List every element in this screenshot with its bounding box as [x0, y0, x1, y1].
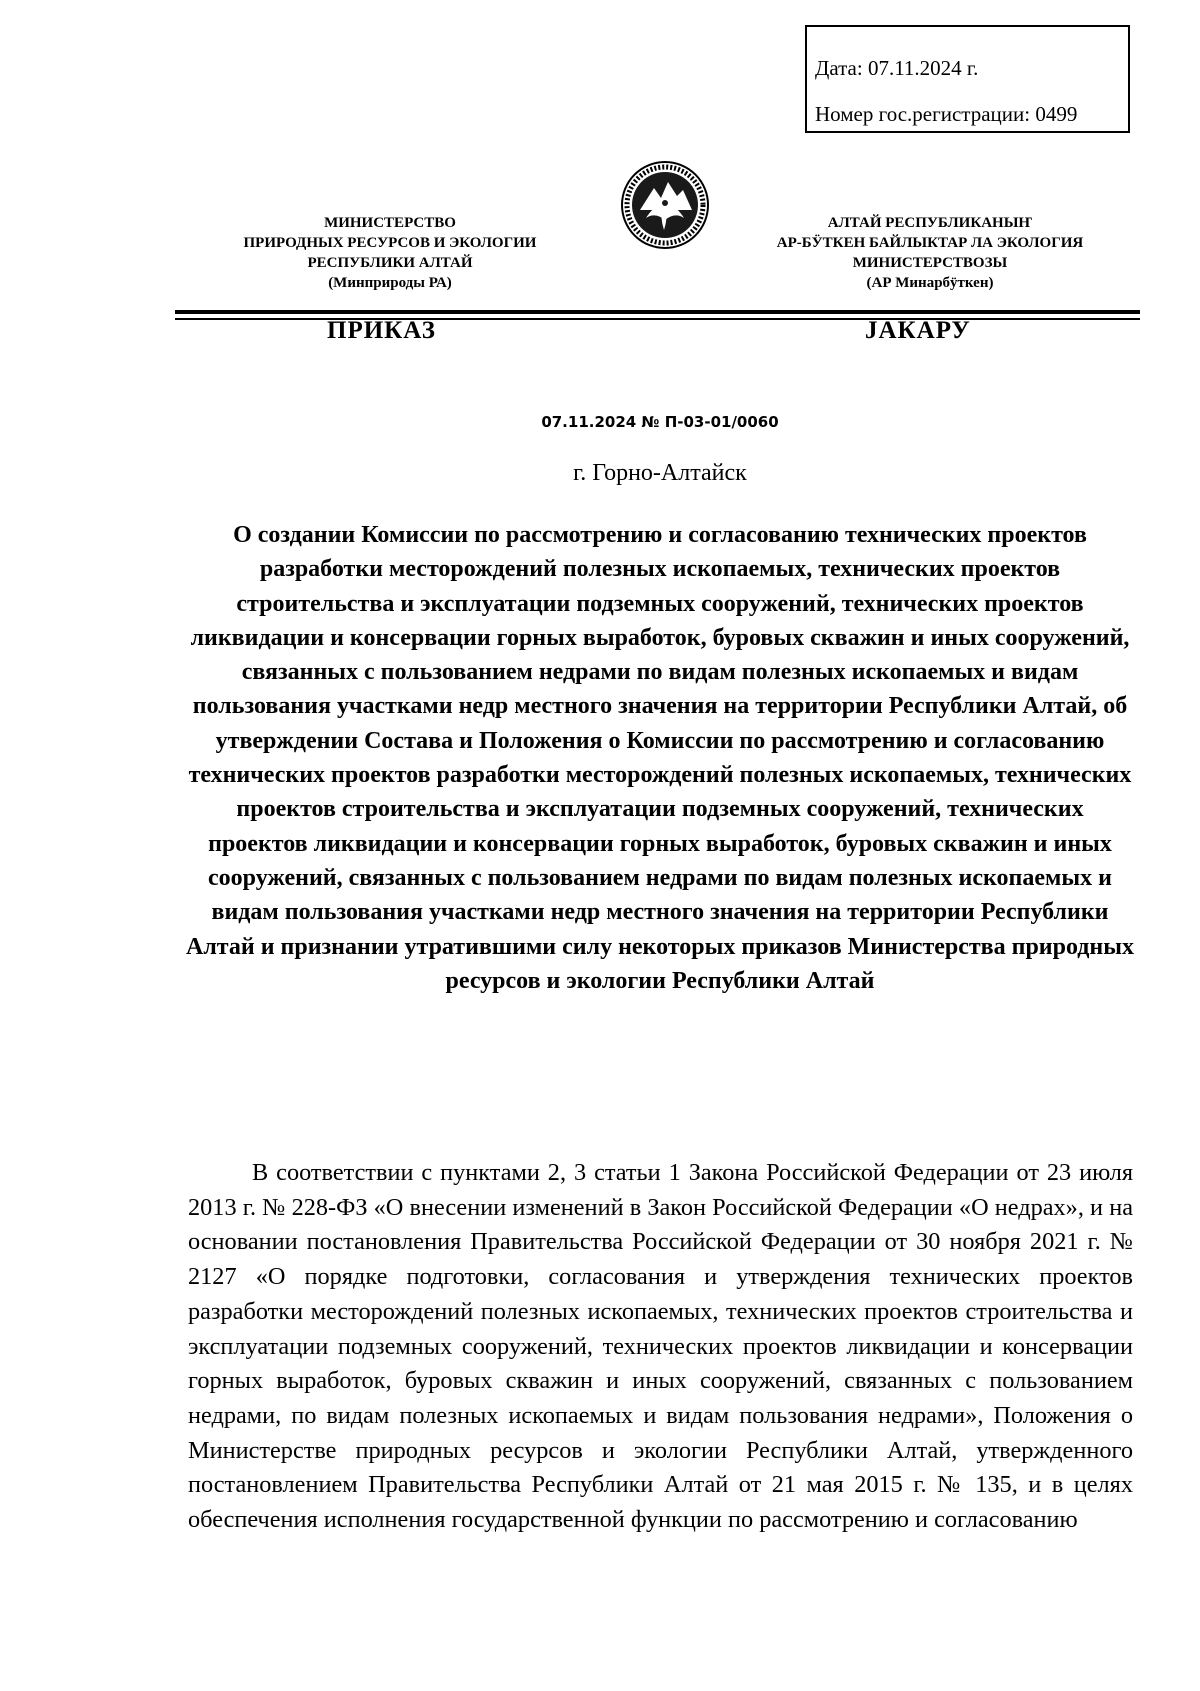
ministry-name-russian: МИНИСТЕРСТВО ПРИРОДНЫХ РЕСУРСОВ И ЭКОЛОГИИ РЕСПУБЛИКИ АЛТАЙ (Минприроды РА): [243, 215, 537, 291]
coat-of-arms-emblem: [620, 160, 710, 250]
document-heading: О создании Комиссии по рассмотрению и согласованию технических проектов разработки месторождений полезных ископаемых, технических проектов строительства и эксплуатации подземных сооружений, технических проектов ликвидации и консервации горных выработок, буровых скважин и иных сооружений, связанных с пользованием недрами по видам полезных ископаемых и видам пользования участками недр местного значения на территории Республики Алтай, об утверждении Состава и Положения о Комиссии по рассмотрению и согласованию технических проектов разработки месторождений полезных ископаемых, технических проектов строительства и эксплуатации подземных сооружений, технических проектов ликвидации и консервации горных выработок, буровых скважин и иных сооружений, связанных с пользованием недрами по видам полезных ископаемых и видам пользования участками недр местного значения на территории Республики Алтай и признании утратившими силу некоторых приказов Министерства природных ресурсов и экологии Республики Алтай: [185, 522, 1134, 994]
ministry-name-altai: АЛТАЙ РЕСПУБЛИКАНЫҤ АР-БӰТКЕН БАЙЛЫКТАР ЛА ЭКОЛОГИЯ МИНИСТЕРСТВОЗЫ (АР Минарбӱткен): [776, 215, 1084, 291]
order-title-russian: ПРИКАЗ: [327, 317, 436, 344]
registration-box: [805, 25, 1130, 133]
header-divider: [175, 310, 1140, 314]
document-body: В соответствии с пунктами 2, 3 статьи 1 Закона Российской Федерации от 23 июля 2013 г. № 228-ФЗ «О внесении изменений в Закон Российской Федерации «О недрах», и на основании постановления Правительства Российской Федерации от 30 ноября 2021 г. № 2127 «О порядке подготовки, согласования и утверждения технических проектов разработки месторождений полезных ископаемых, технических проектов строительства и эксплуатации подземных сооружений, технических проектов ликвидации и консервации горных выработок, буровых скважин и иных сооружений, связанных с пользованием недрами, по видам полезных ископаемых и видам пользования недрами», Положения о Министерстве природных ресурсов и экологии Республики Алтай, утвержденного постановлением Правительства Республики Алтай от 21 мая 2015 г. № 135, и в целях обеспечения исполнения государственной функции по рассмотрению и согласованию: [188, 1159, 1133, 1534]
order-title-altai: JАКАРУ: [865, 317, 971, 344]
registration-number: Номер гос.регистрации: 0499: [815, 102, 1078, 126]
order-city: г. Горно-Алтайск: [573, 460, 747, 486]
header-divider-thin: [175, 318, 1140, 320]
registration-date: Дата: 07.11.2024 г.: [815, 56, 979, 80]
order-number: 07.11.2024 № П-03-01/0060: [541, 413, 779, 431]
